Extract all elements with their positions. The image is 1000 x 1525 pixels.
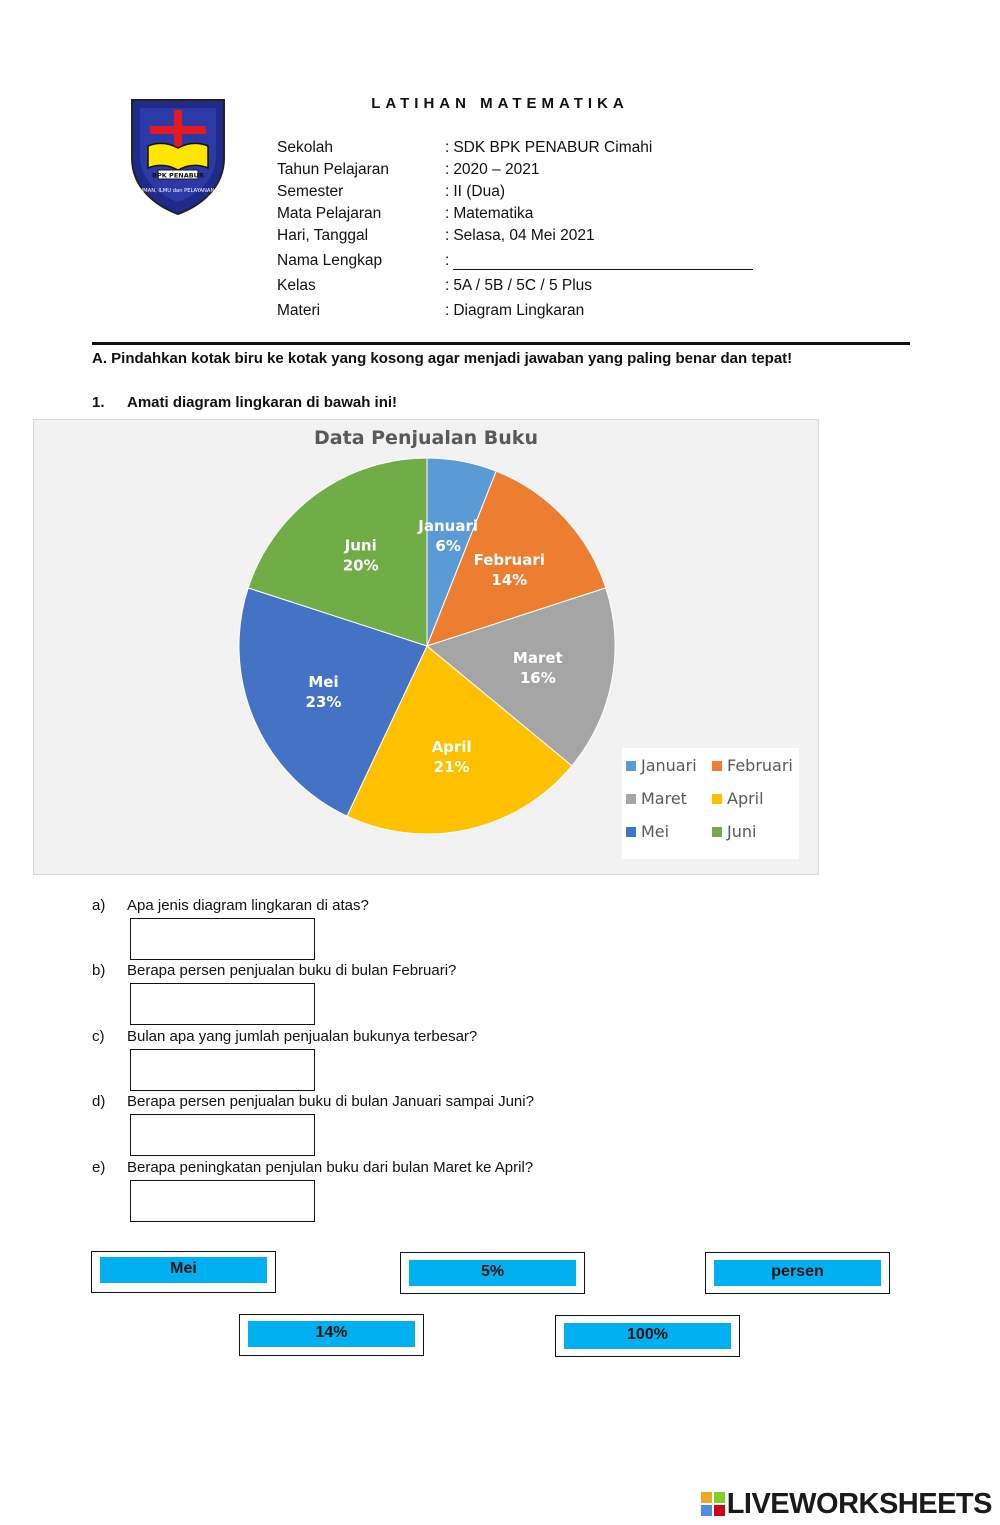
answer-box-e[interactable]	[130, 1180, 315, 1222]
legend-label-februari: Februari	[727, 756, 793, 775]
data-label-maret: Maret 16%	[512, 649, 563, 688]
school-logo	[128, 96, 228, 216]
question-b: b) Berapa persen penjualan buku di bulan Februari?	[92, 962, 457, 979]
answer-box-c[interactable]	[130, 1049, 315, 1091]
data-label-januari: Januari 6%	[418, 517, 479, 556]
option-tile-persen[interactable]: persen	[705, 1252, 890, 1294]
option-tile-14-percent[interactable]: 14%	[239, 1314, 424, 1356]
legend-swatch-februari	[712, 761, 722, 771]
legend-swatch-januari	[626, 761, 636, 771]
legend-label-maret: Maret	[641, 789, 687, 808]
data-label-mei: Mei 23%	[305, 672, 342, 711]
chart-title: Data Penjualan Buku	[314, 427, 538, 449]
page-title: LATIHAN MATEMATIKA	[371, 95, 629, 112]
question-e: e) Berapa peningkatan penjulan buku dari bulan Maret ke April?	[92, 1159, 534, 1176]
answer-box-b[interactable]	[130, 983, 315, 1025]
question-c: c) Bulan apa yang jumlah penjualan bukunya terbesar?	[92, 1028, 478, 1045]
legend-label-juni: Juni	[727, 822, 757, 841]
option-tile-100-percent[interactable]: 100%	[555, 1315, 740, 1357]
legend-label-mei: Mei	[641, 822, 670, 841]
svg-text:BPK PENABUR: BPK PENABUR	[152, 171, 204, 180]
question-a: a) Apa jenis diagram lingkaran di atas?	[92, 897, 369, 914]
liveworksheets-logo-icon	[701, 1492, 725, 1516]
name-blank-line	[453, 254, 753, 270]
legend-swatch-juni	[712, 827, 722, 837]
data-label-juni: Juni 20%	[342, 536, 379, 575]
legend-swatch-maret	[626, 794, 636, 804]
data-label-april: April 21%	[431, 738, 472, 777]
pie-chart-panel	[33, 419, 819, 875]
liveworksheets-brand: LIVEWORKSHEETS	[701, 1488, 992, 1521]
header-divider	[92, 342, 910, 345]
data-label-februari: Februari 14%	[473, 550, 545, 589]
section-instruction: A. Pindahkan kotak biru ke kotak yang kosong agar menjadi jawaban yang paling benar dan tepat!	[92, 350, 793, 367]
legend-swatch-april	[712, 794, 722, 804]
svg-text:IMAN, ILMU dan PELAYANAN: IMAN, ILMU dan PELAYANAN	[141, 188, 215, 194]
legend-swatch-mei	[626, 827, 636, 837]
question-1-heading: 1. Amati diagram lingkaran di bawah ini!	[92, 394, 398, 411]
legend-label-januari: Januari	[641, 756, 697, 775]
question-d: d) Berapa persen penjualan buku di bulan Januari sampai Juni?	[92, 1093, 534, 1110]
option-tile-5-percent[interactable]: 5%	[400, 1252, 585, 1294]
legend-label-april: April	[727, 789, 764, 808]
pie-chart	[34, 420, 820, 876]
answer-box-a[interactable]	[130, 918, 315, 960]
option-tile-mei[interactable]: Mei	[91, 1251, 276, 1293]
answer-box-d[interactable]	[130, 1114, 315, 1156]
